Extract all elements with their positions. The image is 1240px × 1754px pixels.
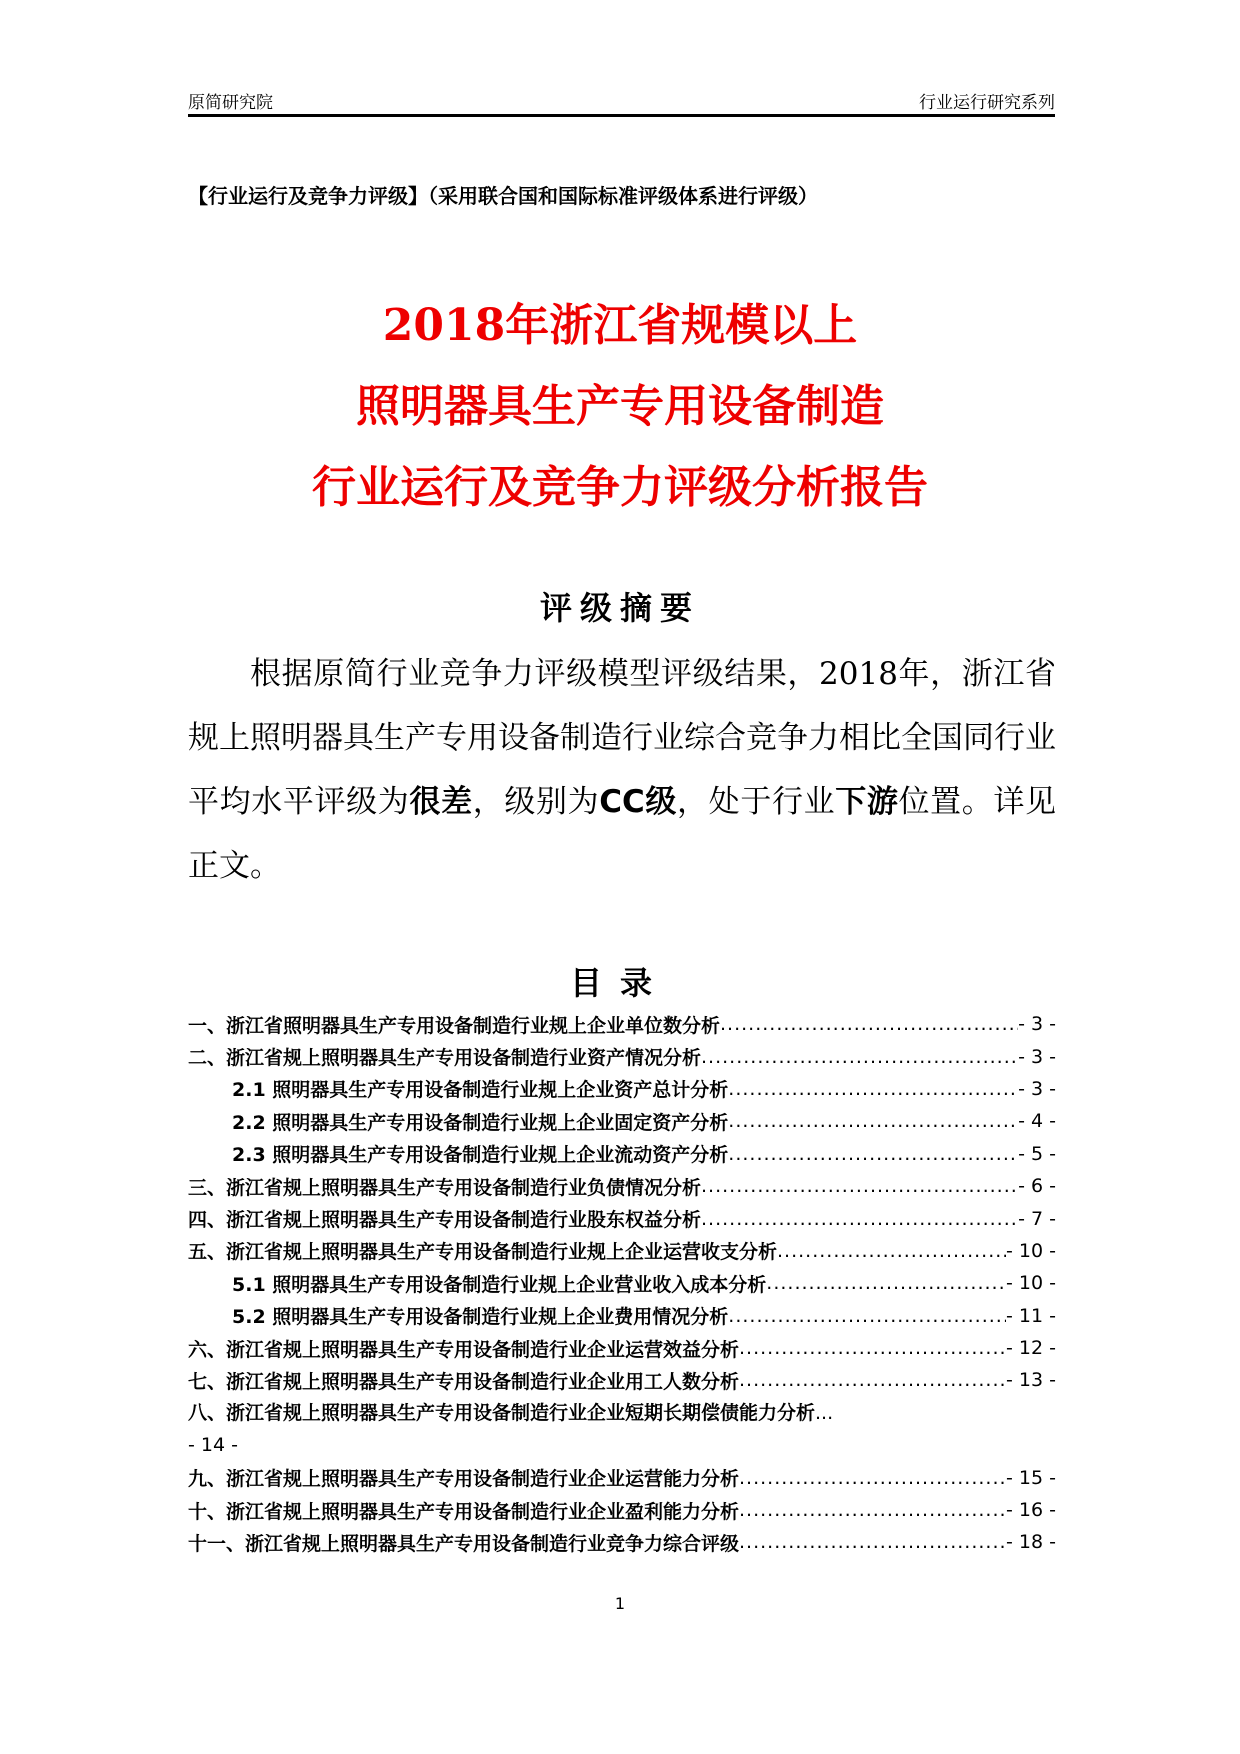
- toc-leader-dots: [739, 1369, 1006, 1391]
- toc-item-title: 十一、浙江省规上照明器具生产专用设备制造行业竞争力综合评级: [188, 1532, 740, 1555]
- toc-item-title: 三、浙江省规上照明器具生产专用设备制造行业负债情况分析: [188, 1176, 702, 1199]
- toc-item-page: - 13 -: [1006, 1369, 1056, 1392]
- rating-system-note: 【行业运行及竞争力评级】（采用联合国和国际标准评级体系进行评级）: [188, 184, 818, 208]
- toc-leader-dots: [701, 1208, 1018, 1230]
- toc-item-page: - 10 -: [1006, 1272, 1056, 1295]
- toc-item-title: 四、浙江省规上照明器具生产专用设备制造行业股东权益分析: [188, 1209, 702, 1232]
- page-number: 1: [614, 1594, 626, 1613]
- toc-item-title: 5.1 照明器具生产专用设备制造行业规上企业营业收入成本分析: [232, 1273, 767, 1296]
- header-divider: [188, 114, 1055, 117]
- toc-leader-dots: [728, 1110, 1018, 1132]
- summary-heading: 评级摘要: [539, 589, 700, 627]
- toc-item[interactable]: [188, 1202, 1056, 1234]
- toc-leader-dots: [739, 1531, 1006, 1553]
- toc-item-title: 八、浙江省规上照明器具生产专用设备制造行业企业短期长期偿债能力分析: [188, 1401, 816, 1424]
- toc-item-title: 2.3 照明器具生产专用设备制造行业规上企业流动资产分析: [232, 1144, 729, 1167]
- toc-item-title: 六、浙江省规上照明器具生产专用设备制造行业企业运营效益分析: [188, 1338, 740, 1361]
- toc-item-page: - 3 -: [1018, 1077, 1056, 1100]
- summary-paragraph: [188, 642, 1056, 898]
- toc-item-page: - 15 -: [1006, 1466, 1056, 1489]
- toc-item[interactable]: [188, 1235, 1056, 1267]
- toc-leader-dots: [701, 1175, 1018, 1197]
- rating-grade: CC级: [599, 784, 678, 820]
- report-title-line-3: 行业运行及竞争力评级分析报告: [312, 462, 928, 513]
- toc-leader-dots: [728, 1305, 1006, 1327]
- toc-item[interactable]: [188, 1332, 1056, 1364]
- toc-item[interactable]: [188, 1008, 1056, 1040]
- report-title-line-1: 2018年浙江省规模以上: [382, 300, 858, 351]
- toc-leader-dots: [739, 1499, 1006, 1521]
- toc-leader-dots: ...: [815, 1401, 834, 1424]
- toc-subitem[interactable]: [188, 1300, 1056, 1332]
- toc-item-title: 2.1 照明器具生产专用设备制造行业规上企业资产总计分析: [232, 1079, 729, 1102]
- summary-text-c: ，处于行业: [677, 784, 836, 820]
- toc-item-title: 二、浙江省规上照明器具生产专用设备制造行业资产情况分析: [188, 1047, 702, 1070]
- toc-item-page: - 18 -: [1006, 1531, 1056, 1554]
- toc-item[interactable]: [188, 1170, 1056, 1202]
- rating-word: 很差: [409, 784, 473, 820]
- toc-item-title: 七、浙江省规上照明器具生产专用设备制造行业企业用工人数分析: [188, 1370, 740, 1393]
- summary-text-d: 位置。详见正文。: [188, 784, 1057, 884]
- toc-leader-dots: [720, 1013, 1018, 1035]
- toc-leader-dots: [766, 1272, 1006, 1294]
- toc-item-page: - 11 -: [1006, 1304, 1056, 1327]
- toc-item[interactable]: [188, 1364, 1056, 1396]
- toc-leader-dots: [739, 1337, 1006, 1359]
- summary-text-a: 根据原简行业竞争力评级模型评级结果，2018年，浙江省规上照明器具生产专用设备制造行业综合竞争力相比全国同行业平均水平评级为: [188, 656, 1056, 820]
- toc-leader-dots: [739, 1467, 1006, 1489]
- toc-leader-dots: [701, 1046, 1018, 1068]
- toc-item-title: 十、浙江省规上照明器具生产专用设备制造行业企业盈利能力分析: [188, 1500, 740, 1523]
- toc-subitem[interactable]: [188, 1105, 1056, 1137]
- toc-item-page: - 7 -: [1018, 1207, 1056, 1230]
- toc-subitem[interactable]: [188, 1073, 1056, 1105]
- toc-leader-dots: [728, 1143, 1018, 1165]
- toc-item-page: - 14 -: [188, 1434, 238, 1457]
- toc-item-title: 五、浙江省规上照明器具生产专用设备制造行业规上企业运营收支分析: [188, 1241, 778, 1264]
- header-org-name: 原简研究院: [188, 93, 273, 113]
- toc-leader-dots: [777, 1240, 1006, 1262]
- toc-subitem[interactable]: [188, 1267, 1056, 1299]
- toc-item[interactable]: [188, 1461, 1056, 1493]
- industry-position: 下游: [835, 784, 899, 820]
- toc-item-title: 2.2 照明器具生产专用设备制造行业规上企业固定资产分析: [232, 1111, 729, 1134]
- toc-item-title: 一、浙江省照明器具生产专用设备制造行业规上企业单位数分析: [188, 1014, 721, 1037]
- report-title-line-2: 照明器具生产专用设备制造: [356, 381, 884, 432]
- toc-item-title: 九、浙江省规上照明器具生产专用设备制造行业企业运营能力分析: [188, 1468, 740, 1491]
- toc-item[interactable]: [188, 1494, 1056, 1526]
- toc-subitem[interactable]: [188, 1138, 1056, 1170]
- toc-heading: 目录: [569, 964, 670, 1002]
- header-series-name: 行业运行研究系列: [919, 93, 1055, 113]
- toc-item[interactable]: [188, 1397, 1056, 1462]
- toc-item-page: - 16 -: [1006, 1499, 1056, 1522]
- toc-item-page: - 6 -: [1018, 1175, 1056, 1198]
- toc-leader-dots: [728, 1078, 1018, 1100]
- toc-item-page: - 12 -: [1006, 1337, 1056, 1360]
- toc-item[interactable]: [188, 1040, 1056, 1072]
- summary-text-b: ，级别为: [472, 784, 600, 820]
- toc-item-page: - 3 -: [1018, 1013, 1056, 1036]
- toc-item-page: - 4 -: [1018, 1110, 1056, 1133]
- toc-item[interactable]: [188, 1526, 1056, 1558]
- toc-item-page: - 3 -: [1018, 1045, 1056, 1068]
- table-of-contents: [188, 1008, 1056, 1559]
- toc-item-title: 5.2 照明器具生产专用设备制造行业规上企业费用情况分析: [232, 1306, 729, 1329]
- toc-item-page: - 5 -: [1018, 1142, 1056, 1165]
- toc-item-page: - 10 -: [1006, 1239, 1056, 1262]
